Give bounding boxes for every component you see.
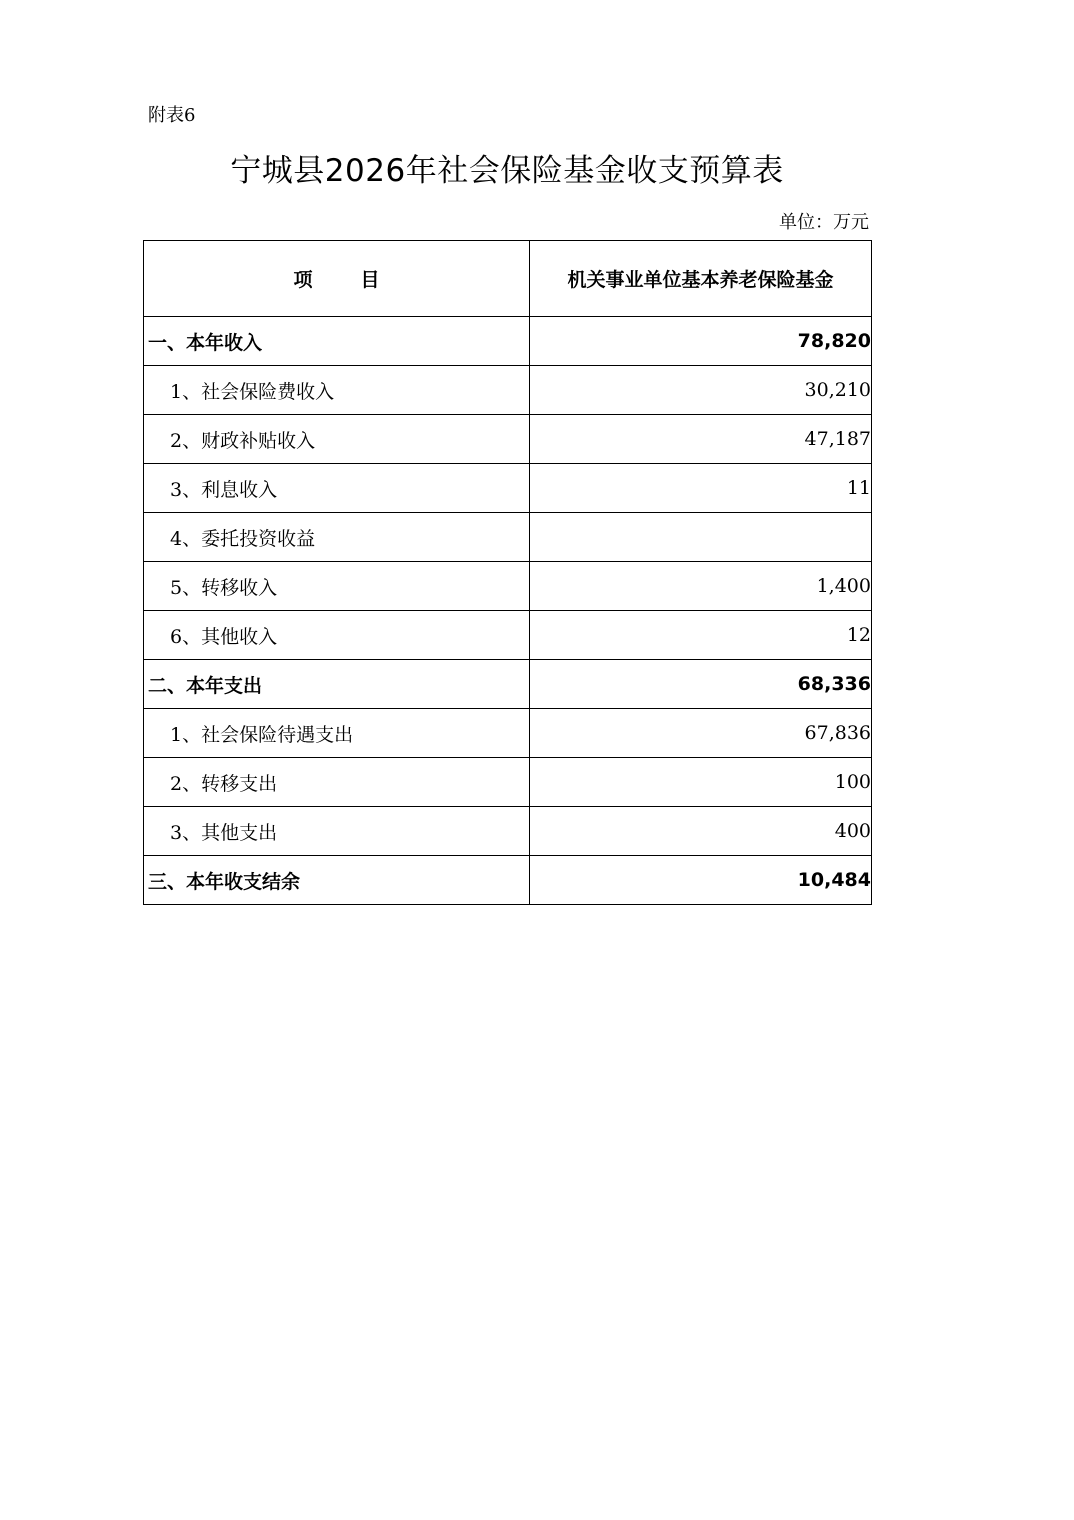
header-item: [144, 241, 530, 317]
row-item: 3、利息收入: [144, 464, 530, 513]
table-row: [144, 317, 872, 366]
row-item: 5、转移收入: [144, 562, 530, 611]
row-item: 2、转移支出: [144, 758, 530, 807]
row-value: 1,400: [530, 562, 872, 611]
table-body: [144, 317, 872, 905]
table-row: [144, 856, 872, 905]
row-value: [530, 513, 872, 562]
row-value: 68,336: [530, 660, 872, 709]
table-row: [144, 562, 872, 611]
table-row: [144, 513, 872, 562]
row-item: 6、其他收入: [144, 611, 530, 660]
page-title: 宁城县2026年社会保险基金收支预算表: [230, 153, 784, 189]
row-item: 2、财政补贴收入: [144, 415, 530, 464]
row-item: 1、社会保险费收入: [144, 366, 530, 415]
row-item: 三、本年收支结余: [144, 856, 530, 905]
row-value: 67,836: [530, 709, 872, 758]
row-value: 10,484: [530, 856, 872, 905]
row-value: 400: [530, 807, 872, 856]
row-item: 二、本年支出: [144, 660, 530, 709]
unit-label: 单位：万元: [779, 212, 869, 233]
header-item-label: 项目: [293, 269, 428, 291]
row-value: 47,187: [530, 415, 872, 464]
table-row: [144, 758, 872, 807]
header-fund: 机关事业单位基本养老保险基金: [530, 241, 872, 317]
table-row: [144, 807, 872, 856]
row-value: 11: [530, 464, 872, 513]
attachment-label: 附表6: [148, 105, 196, 126]
table-row: [144, 464, 872, 513]
row-value: 78,820: [530, 317, 872, 366]
row-value: 30,210: [530, 366, 872, 415]
table-row: [144, 415, 872, 464]
budget-table: [143, 240, 872, 905]
table-row: [144, 709, 872, 758]
row-value: 100: [530, 758, 872, 807]
row-item: 1、社会保险待遇支出: [144, 709, 530, 758]
table-row: [144, 611, 872, 660]
row-item: 4、委托投资收益: [144, 513, 530, 562]
row-value: 12: [530, 611, 872, 660]
row-item: 一、本年收入: [144, 317, 530, 366]
table-row: [144, 366, 872, 415]
row-item: 3、其他支出: [144, 807, 530, 856]
table-header-row: [144, 241, 872, 317]
table-row: [144, 660, 872, 709]
